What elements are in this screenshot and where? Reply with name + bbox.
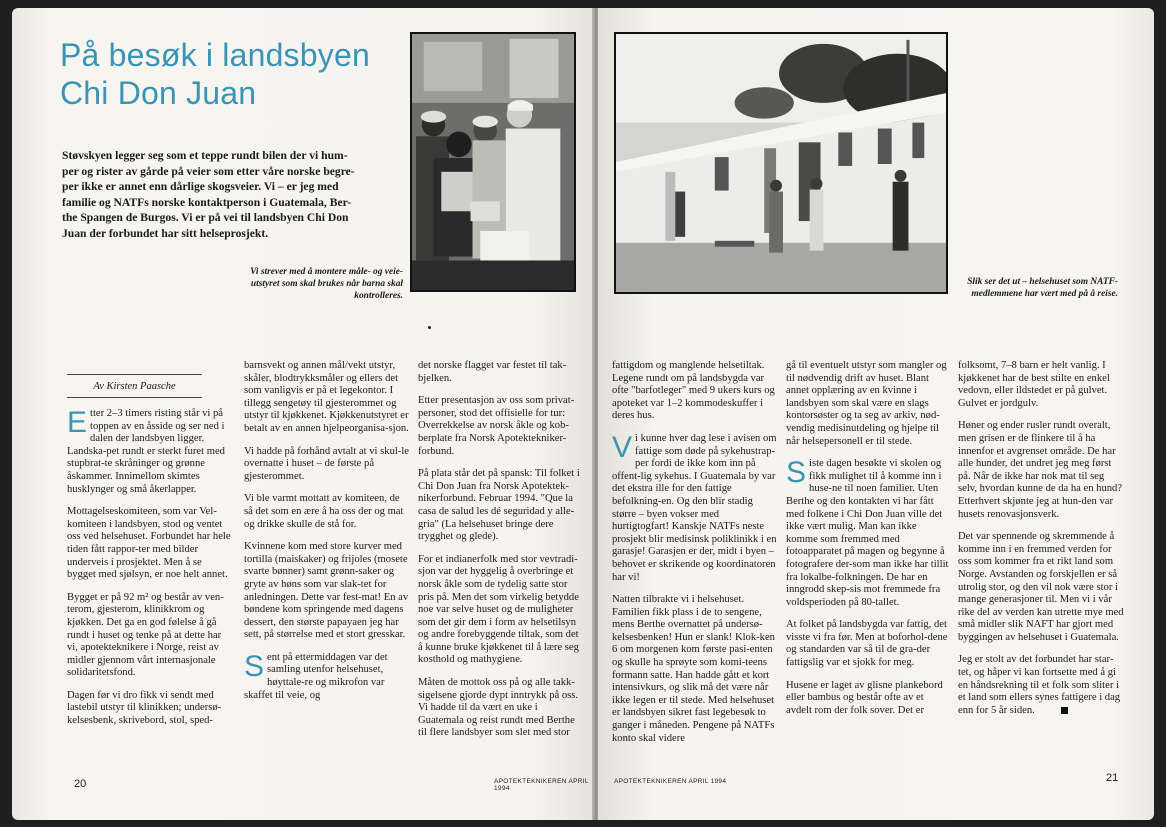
text-column-1 (67, 408, 233, 738)
paragraph: Høner og ender rusler rundt overalt, men grisen er de flinkere til å ha innenfor et avgrenset område. De har alle hunder, det undret jeg meg først på. Når de ikke har nok mat til seg selv, hvordan kunne de da ha en hund? Etterhvert skjønte jeg at hun-den var husets renovasjonsverk. (958, 420, 1123, 520)
paragraph (958, 654, 1124, 717)
article-title (60, 36, 370, 112)
photo-measuring-equipment (410, 32, 576, 292)
paragraph: Dagen før vi dro fikk vi sendt med lastebil utstyr til klinikken; undersø-kelsesbenk, skrivebord, stol, sped- (67, 689, 222, 727)
left-page (12, 8, 594, 820)
paragraph: gå til eventuelt utstyr som mangler og til nødvendig drift av huset. Blant annet opplæring av en kvinne i landsbyen som skal være en slags kontorsøster og ta seg av arkiv, nød-vendig medisinutdeling og hjelpe til når helsepersonell er til stede. (786, 360, 947, 447)
paragraph (244, 649, 410, 702)
byline: Av Kirsten Paasche (67, 374, 202, 398)
title-line-1: På besøk i landsbyen (60, 37, 370, 73)
drop-cap: E (67, 406, 88, 439)
paragraph: Vi ble varmt mottatt av komiteen, de så det som en ære å ha oss der og mat og drikke skulle de stå for. (244, 493, 404, 530)
paragraph: folksomt, 7–8 barn er helt vanlig. I kjøkkenet har de best stilte en enkel vedovn, eller ildstedet er på gulvet. Gulvet er jordgulv. (958, 360, 1110, 409)
paragraph (612, 430, 778, 584)
running-footer-left: APOTEKTEKNIKEREN APRIL 1994 (494, 778, 589, 792)
paragraph-text: Jeg er stolt av det forbundet har star-tet, og håper vi kan fortsette med å gi en håndsrekning til et folk som sliter i et land som ellers synes fattigere i dag enn for 5 år siden. (958, 654, 1121, 716)
right-page (598, 8, 1154, 820)
paragraph: fattigdom og manglende helsetiltak. Legene rundt om på landsbygda var ofte "barfotleger" med 9 ukers kurs og apoteket var 1–2 kommodeskuffer i deres hus. (612, 360, 775, 422)
text-column-5 (786, 360, 950, 727)
paragraph: Måten de mottok oss på og alle takk-sigelsene gjorde dypt inntrykk på oss. Vi hadde til da vært en uke i Guatemala og reist rundt med Berthe til flere landsbyer som slet med stor (418, 677, 579, 739)
drop-cap: S (244, 649, 265, 683)
paragraph: Vi hadde på forhånd avtalt at vi skul-le overnatte i huset – de første på gjesterommet. (244, 445, 409, 482)
stray-mark (428, 326, 431, 329)
page-number-left: 20 (74, 778, 87, 790)
page-number-right: 21 (1106, 772, 1119, 784)
paragraph-text: tter 2–3 timers risting står vi på toppen av en åsside og ser ned i dalen der landsbyen ligger. Landska-pet rundt er sterkt furet med stupbrat-te skråninger og grønne åskammer. Innimellom skimtes husklynger og små åkerlapper. (67, 408, 225, 495)
paragraph: På plata står det på spansk: Til folket i Chi Don Juan fra Norsk Apotektek-nikerforbund. Februar 1994. "Que la casa de salud les dé seguridad y alle-gria" (La helsehuset bringe dere trygghet og glede). (418, 468, 580, 543)
paragraph (786, 458, 950, 609)
paragraph-text: i kunne hver dag lese i avisen om fattige som døde på sykehustrap-per fordi de ikke kom inn på offent-lig sykehus. I Guatemala by var det ekstra ille for den fattige befolkning-en. Og den blir stadig større – byen vokser med hurtigtogfart! Kanskje NATFs neste prosjekt blir medisinsk poliklinikk i en garasje! Garasjen er der, midt i byen – behovet er skrikende og koordinatoren har vi! (612, 432, 777, 583)
title-line-2: Chi Don Juan (60, 75, 257, 111)
drop-cap: S (786, 456, 807, 490)
paragraph: Natten tilbrakte vi i helsehuset. Familien fikk plass i de to sengene, mens Berthe overnattet på undersø-kelsesbenken! Hun er slank! Klok-ken 6 om morgenen kom første pasi-enten og skulle ha sprøyte som komi-teens formann satte. Han hadde gått et kort intensivkurs, og slik må det være når ikke legen er til stede. Med helsehuset er landsbyen sikret fast legebesøk to ganger i måneden. Pengene på NATFs konto skal videre (612, 594, 775, 744)
paragraph-text: iste dagen besøkte vi skolen og fikk mulighet til å komme inn i huse-ne til noen familier. Uten Berthe og den kontakten vi har fått med folkene i Chi Don Juan ville det ikke vært mulig. Man kan ikke komme som fremmed med fotoapparatet på magen og begynne å fotografere der-som man ikke har tillit fra lokalbe-folkningen. De har en inngrodd skep-sis mot fremmede fra voldsperioden på 80-tallet. (786, 458, 949, 608)
paragraph-text: ent på ettermiddagen var det samling utenfor helsehuset, høyttale-re og mikrofon var skaffet til veie, og (244, 651, 388, 701)
running-footer-right: APOTEKTEKNIKEREN APRIL 1994 (614, 778, 727, 785)
text-column-4 (612, 360, 778, 755)
paragraph: Bygget er på 92 m² og består av ven-terom, gjesterom, klinikkrom og kjøkken. Det ga en god følelse å gå rundt i huset og tenke på at dette har vi, apotekteknikere i Norge, reist av midler gjennom vårt internasjonale solidaritetsfond. (67, 591, 224, 679)
paragraph: barnsvekt og annen mål/vekt utstyr, skåler, blodtrykksmåler og ellers det som vanligvis er på et legekontor. I tillegg sengetøy til gjesterommet og utstyr til kjøkkenet. Kjøkkenutstyret er betalt av en annen hjelpeorganisa-sjon. (244, 360, 409, 434)
article-intro: Støvskyen legger seg som et teppe rundt bilen der vi hum-per og rister av gårde på veier som etter våre norske begre-per ikke er annet enn dårlige skogsveier. Vi – er jeg med familie og NATFs norske kontaktperson i Guatemala, Ber-the Spangen de Burgos. Vi er på vei til landsbyen Chi Don Juan der forbundet har sitt helseprosjekt. (62, 149, 355, 240)
text-column-2 (244, 360, 410, 712)
drop-cap: V (612, 430, 633, 464)
text-column-6 (958, 360, 1124, 727)
paragraph: Kvinnene kom med store kurver med tortilla (maiskaker) og frijoles (mosete svarte bønner) samt grønn-saker og gryte av høns som var slak-tet for anledningen. Dette var fest-mat! En av bøndene kom springende med dagens dessert, den største papayaen jeg har sett, på størrelse med et stort gresskar. (244, 541, 409, 641)
photo-health-house (614, 32, 948, 294)
end-of-article-mark (1061, 707, 1068, 714)
paragraph: Husene er laget av glisne plankebord eller bambus og består ofte av et avdelt rom der folk sover. Det er (786, 679, 943, 716)
paragraph: Det var spennende og skremmende å komme inn i en fremmed verden for oss som kommer fra et rikt land som Norge. Avstanden og forskjellen er så utrolig stor, og den vil nok være stor i mange generasjoner til. Men vi i vår rike del av verden kan utrette mye med små midler slik NAFT har gjort med byggingen av helsehuset i Guatemala. (958, 531, 1124, 643)
paragraph (67, 408, 233, 496)
photo-caption-right: Slik ser det ut – helsehuset som NATF-medlemmene har vært med på å reise. (967, 277, 1118, 299)
paragraph: Mottagelseskomiteen, som var Vel-komiteen i landsbyen, stod og ventet oss ved helsehuset. Forbundet har hele tiden fått rappor-ter med bilder underveis i prosjektet. Men å se bygget med sjølsyn, er noe helt annet. (67, 506, 231, 581)
paragraph: At folket på landsbygda var fattig, det visste vi fra før. Men at boforhol-dene og standarden var så til de gra-der fattigslig var et sjokk for meg. (786, 619, 948, 669)
paragraph: For et indianerfolk med stor vevtradi-sjon var det hyggelig å overbringe et norsk åkle som de tydelig satte stor pris på. Men det som virkelig betydde noe var selve huset og de muligheter som det gir dem i form av helsetilsyn og andre forebyggende tiltak, som det å kunne bruke kjøkkenet til å lære seg kosthold og mathygiene. (418, 553, 579, 666)
text-column-3 (418, 360, 584, 750)
paragraph: det norske flagget var festet til tak-bjelken. (418, 360, 567, 384)
paragraph: Etter presentasjon av oss som privat-personer, stod det offisielle for tur: Overrekkelse av norsk åkle og kob-berplate fra Norsk Apotektekniker-forbund. (418, 395, 575, 457)
photo-caption-left: Vi strever med å montere måle- og veie-utstyret som skal brukes når barna skal kontrolleres. (250, 267, 403, 301)
